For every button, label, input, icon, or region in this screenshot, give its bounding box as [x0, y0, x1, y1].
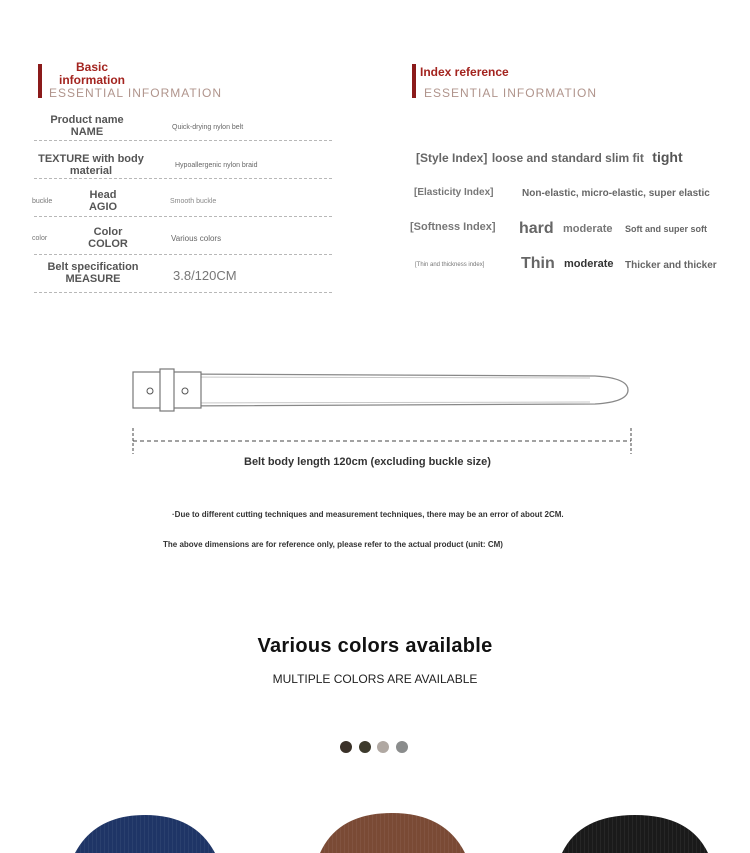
spec-value: Quick-drying nylon belt	[172, 124, 244, 131]
color-dot[interactable]	[340, 741, 352, 753]
softness-hard: hard	[519, 220, 554, 237]
basic-title-line2: information	[59, 73, 125, 87]
elasticity-label: [Elasticity Index]	[414, 187, 494, 198]
color-dot[interactable]	[377, 741, 389, 753]
index-subtitle: ESSENTIAL INFORMATION	[424, 86, 598, 100]
spec-value: Smooth buckle	[170, 198, 217, 205]
softness-label: [Softness Index]	[410, 221, 496, 233]
spec-prefix: buckle	[32, 198, 53, 205]
style-index: [Style Index] loose and standard slim fit tight	[416, 149, 683, 165]
belt-preview-brown	[320, 813, 465, 853]
thickness-label: [Thin and thickness index]	[415, 262, 485, 268]
spec-row-color	[34, 216, 332, 255]
spec-row-name	[34, 110, 332, 141]
basic-info-title	[50, 61, 134, 87]
buckle-rivet	[147, 388, 153, 394]
spec-row-measure	[34, 254, 332, 293]
thickness-moderate: moderate	[564, 258, 614, 270]
spec-label: Head AGIO	[88, 189, 118, 213]
thickness-thicker: Thicker and thicker	[625, 260, 717, 271]
index-title: Index reference	[420, 65, 509, 79]
belt-preview-navy	[75, 815, 215, 853]
thickness-thin: Thin	[521, 255, 555, 272]
measurement-note: ·Due to different cutting techniques and measurement techniques, there may be an error of about 2CM.	[172, 510, 564, 519]
spec-label: Product name NAME	[50, 114, 124, 138]
spec-label: TEXTURE with body material	[38, 153, 144, 177]
spec-value: 3.8/120CM	[173, 268, 237, 283]
belt-outline-drawing	[0, 360, 750, 460]
reference-note: The above dimensions are for reference only, please refer to the actual product (unit: CM)	[163, 540, 503, 549]
basic-title-line1: Basic	[75, 60, 109, 74]
buckle-rivet	[182, 388, 188, 394]
softness-moderate: moderate	[563, 223, 613, 235]
color-dot[interactable]	[396, 741, 408, 753]
section-accent-bar	[412, 64, 416, 98]
color-dot[interactable]	[359, 741, 371, 753]
belt-length-caption: Belt body length 120cm (excluding buckle size)	[244, 456, 491, 468]
spec-prefix: color	[32, 235, 48, 242]
spec-value: Hypoallergenic nylon braid	[175, 162, 258, 169]
spec-row-material	[34, 140, 332, 179]
section-accent-bar	[38, 64, 42, 98]
softness-soft: Soft and super soft	[625, 224, 708, 234]
spec-row-head	[34, 178, 332, 217]
spec-label: Belt specification MEASURE	[47, 261, 139, 285]
colors-subtitle: MULTIPLE COLORS ARE AVAILABLE	[272, 672, 478, 686]
belt-preview-black	[562, 815, 708, 853]
spec-label: Color COLOR	[88, 226, 128, 250]
basic-info-subtitle: ESSENTIAL INFORMATION	[49, 86, 223, 100]
belt-preview-images	[0, 805, 750, 853]
colors-title: Various colors available	[257, 635, 493, 657]
spec-value: Various colors	[171, 234, 222, 243]
elasticity-options: Non-elastic, micro-elastic, super elastic	[522, 188, 710, 199]
